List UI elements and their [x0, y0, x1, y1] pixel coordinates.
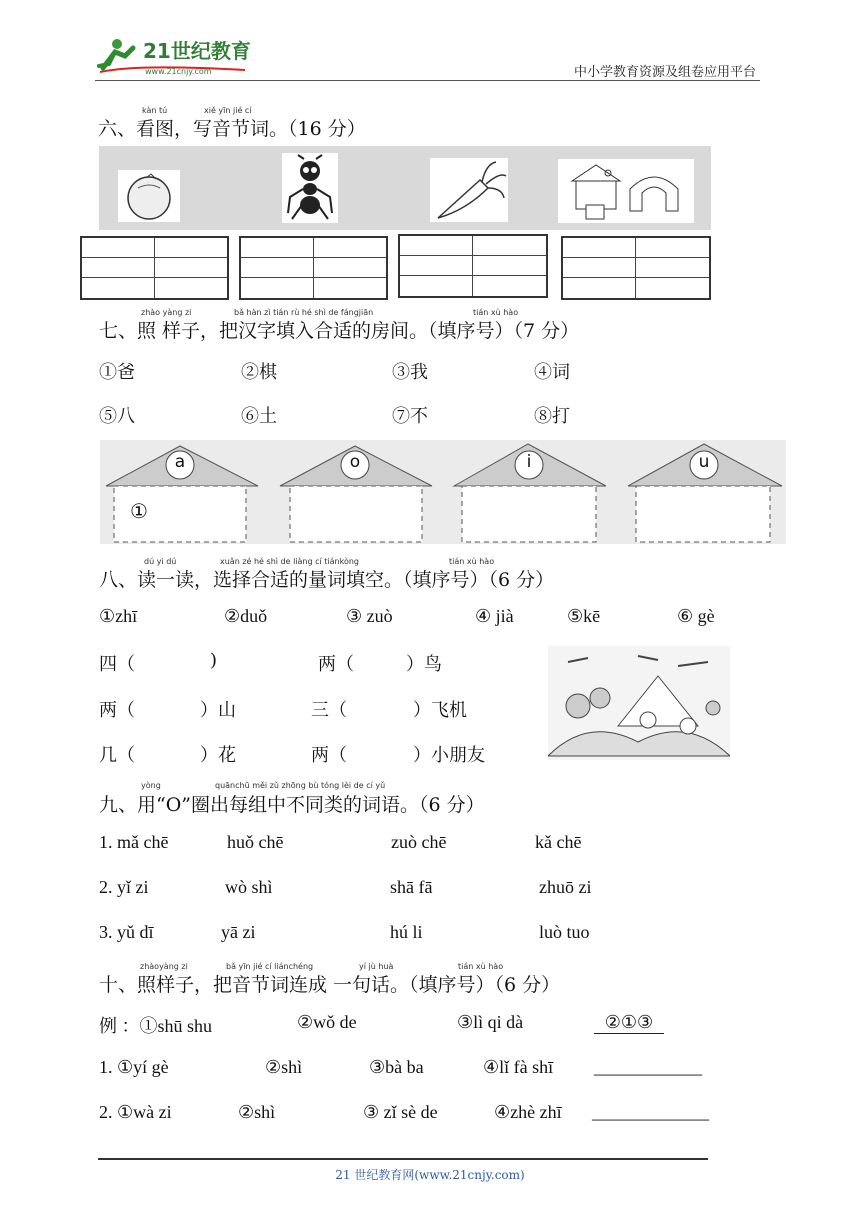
pinyin-ba: bǎ hàn zì tián rù hé shì de fángjiān: [234, 308, 374, 317]
question-item: ③ zǐ sè de: [363, 1102, 438, 1122]
fill-blank-close: ）山: [200, 700, 236, 721]
question-item: 2. ①wà zi: [99, 1102, 172, 1122]
header-platform-text: 中小学教育资源及组卷应用平台: [573, 65, 756, 80]
writing-grid-2[interactable]: [239, 236, 388, 300]
char-option: ⑤八: [99, 406, 135, 427]
section-8-title: 八、读一读，选择合适的量词填空。（填序号）（6 分）: [99, 569, 555, 591]
pinyin-yi: yí jù huà: [359, 962, 394, 971]
fill-blank-close: ）飞机: [413, 700, 467, 721]
fill-blank-left: 四（: [99, 654, 135, 675]
fill-blank-right: 三（: [311, 700, 347, 721]
ant-picture: [282, 153, 338, 223]
question-item: ④lǐ fà shī: [483, 1057, 554, 1077]
writing-grid-1[interactable]: [80, 236, 229, 300]
fill-blank-close: ）花: [200, 745, 236, 766]
measure-option: ③ zuò: [346, 606, 393, 626]
word-item[interactable]: zuò chē: [391, 832, 447, 852]
orange-icon: [118, 170, 180, 222]
word-item[interactable]: wò shì: [225, 877, 273, 897]
ant-icon: [282, 153, 338, 223]
pinyin-tian-8: tián xù hào: [449, 557, 495, 566]
pinyin-ba-10: bǎ yīn jié cí liánchéng: [226, 962, 314, 971]
fill-blank-left: 几（: [99, 745, 135, 766]
fill-blank-right: 两（: [318, 654, 354, 675]
fill-blank-close: ）小朋友: [413, 745, 485, 766]
word-item[interactable]: hú li: [390, 922, 423, 942]
section-6-title: 六、看图，写音节词。（16 分）: [98, 118, 366, 140]
fill-blank-right: 两（: [311, 745, 347, 766]
blocks-icon: [558, 159, 694, 223]
pinyin-quan: quānchū měi zǔ zhōng bù tóng lèi de cí yǔ: [215, 781, 386, 790]
pinyin-tian: tián xù hào: [473, 308, 519, 317]
section-10-title: 十、照样子，把音节词连成 一句话。（填序号）（6 分）: [99, 974, 561, 996]
char-option: ⑥土: [241, 406, 277, 427]
radish-icon: [430, 158, 508, 222]
question-item: ③bà ba: [369, 1057, 424, 1077]
pinyin-zhaoyang: zhàoyàng zi: [140, 962, 188, 971]
runner-logo-icon: [95, 34, 260, 78]
word-item[interactable]: zhuō zi: [539, 877, 592, 897]
word-item[interactable]: huǒ chē: [227, 832, 284, 852]
writing-grid-3[interactable]: [398, 234, 548, 298]
char-option: ⑦不: [392, 406, 428, 427]
header-rule: [95, 80, 760, 81]
scene-picture: [548, 646, 730, 760]
word-item[interactable]: 2. yǐ zi: [99, 877, 149, 897]
question-item: ②shì: [238, 1102, 276, 1122]
answer-blank-1[interactable]: ____________: [594, 1057, 702, 1077]
pinyin-yong: yòng: [141, 781, 161, 790]
word-item[interactable]: kǎ chē: [535, 832, 582, 852]
char-option: ④词: [534, 362, 570, 383]
word-item[interactable]: luò tuo: [539, 922, 590, 942]
measure-option: ④ jià: [475, 606, 514, 626]
houses-drawing: [100, 440, 786, 544]
answer-blank-2[interactable]: _____________: [592, 1102, 709, 1122]
footer-text[interactable]: 21 世纪教育网(www.21cnjy.com): [335, 1168, 525, 1182]
fill-blank-close: ): [210, 650, 218, 671]
word-item[interactable]: 3. yǔ dī: [99, 922, 154, 942]
radish-picture: [430, 158, 508, 222]
logo-sub: www.21cnjy.com: [145, 67, 212, 76]
char-option: ⑧打: [534, 406, 570, 427]
measure-option: ⑥ gè: [677, 606, 715, 626]
example-item: ③lì qi dà: [457, 1012, 524, 1032]
char-option: ②棋: [241, 362, 277, 383]
pinyin-xie: xiě yīn jié cí: [204, 106, 252, 115]
example-item: 例 ：①shū shu: [99, 1016, 213, 1036]
char-option: ①爸: [99, 362, 135, 383]
blocks-picture: [558, 159, 694, 223]
pinyin-kantu: kàn tú: [142, 106, 168, 115]
word-item[interactable]: shā fā: [390, 877, 433, 897]
pinyin-tian-10: tián xù hào: [458, 962, 504, 971]
house-label-i: i: [526, 452, 532, 472]
fill-blank-close: ）鸟: [406, 654, 442, 675]
footer-rule: [98, 1158, 708, 1160]
word-item[interactable]: yā zi: [221, 922, 256, 942]
logo-text: 21世纪教育: [143, 39, 251, 63]
pinyin-du: dú yi dú: [144, 557, 177, 566]
char-option: ③我: [392, 362, 428, 383]
example-answer: ②①③: [594, 1012, 664, 1034]
pinyin-zhao: zhào yàng zi: [141, 308, 192, 317]
measure-option: ②duǒ: [224, 606, 268, 626]
pinyin-xuan: xuǎn zé hé shì de liàng cí tiánkòng: [220, 557, 359, 566]
house-label-o: o: [349, 452, 361, 472]
question-item: 1. ①yí gè: [99, 1057, 169, 1077]
example-item: ②wǒ de: [297, 1012, 357, 1032]
fill-blank-left: 两（: [99, 700, 135, 721]
word-item[interactable]: 1. mǎ chē: [99, 832, 169, 852]
house-label-a: a: [174, 452, 186, 472]
question-item: ②shì: [265, 1057, 303, 1077]
question-item: ④zhè zhī: [494, 1102, 562, 1122]
writing-grid-4[interactable]: [561, 236, 711, 300]
measure-option: ①zhī: [99, 606, 138, 626]
section-7-title: 七、照 样子，把汉字填入合适的房间。（填序号）（7 分）: [99, 320, 580, 342]
site-logo: [95, 34, 260, 78]
landscape-scene-icon: [548, 646, 730, 760]
house-a-example-answer: ①: [130, 499, 148, 523]
section-9-title: 九、用“O”圈出每组中不同类的词语。（6 分）: [99, 794, 485, 816]
orange-picture: [118, 170, 180, 222]
measure-option: ⑤kē: [567, 606, 601, 626]
house-label-u: u: [698, 452, 710, 472]
